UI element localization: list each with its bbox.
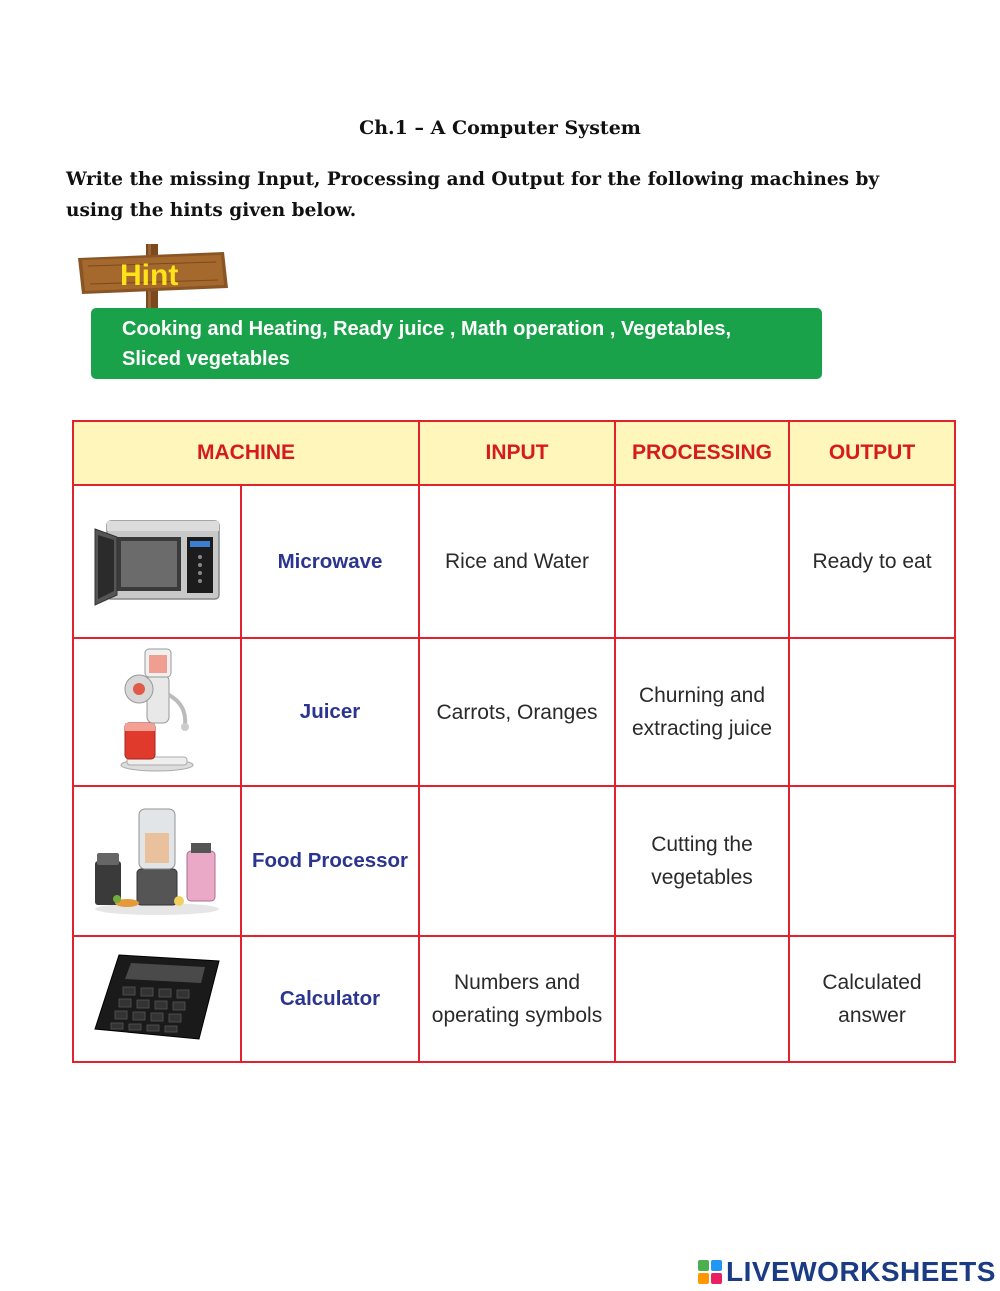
machine-image-cell bbox=[73, 936, 241, 1062]
machines-table bbox=[72, 420, 956, 1063]
hint-box bbox=[91, 308, 822, 379]
input-cell[interactable] bbox=[419, 936, 615, 1062]
output-text: Calculated answer bbox=[822, 971, 922, 1027]
processing-text: Churning and extracting juice bbox=[631, 684, 773, 740]
liveworksheets-logo[interactable] bbox=[698, 1256, 996, 1288]
input-cell[interactable]: Rice and Water bbox=[419, 485, 615, 638]
logo-block bbox=[711, 1260, 722, 1271]
header-output: OUTPUT bbox=[789, 421, 955, 485]
instruction-text: Write the missing Input, Processing and Output for the following machines by using the hints given below. bbox=[66, 169, 880, 221]
table-row bbox=[73, 936, 955, 1062]
table-header-row bbox=[73, 421, 955, 485]
hint-sign bbox=[76, 240, 231, 312]
header-input: INPUT bbox=[419, 421, 615, 485]
table-row bbox=[73, 638, 955, 786]
hint-label: Hint bbox=[120, 259, 179, 292]
machine-image-cell bbox=[73, 485, 241, 638]
table-row bbox=[73, 485, 955, 638]
machine-image-cell bbox=[73, 638, 241, 786]
logo-block bbox=[698, 1260, 709, 1271]
output-cell[interactable] bbox=[789, 936, 955, 1062]
output-cell[interactable] bbox=[789, 638, 955, 786]
input-cell[interactable]: Carrots, Oranges bbox=[419, 638, 615, 786]
processing-cell[interactable] bbox=[615, 638, 789, 786]
processing-cell[interactable] bbox=[615, 786, 789, 936]
logo-block bbox=[711, 1273, 722, 1284]
header-processing: PROCESSING bbox=[615, 421, 789, 485]
microwave-icon bbox=[87, 509, 227, 609]
table-row bbox=[73, 786, 955, 936]
logo-mark bbox=[698, 1260, 722, 1284]
logo-block bbox=[698, 1273, 709, 1284]
input-cell[interactable] bbox=[419, 786, 615, 936]
output-cell[interactable]: Ready to eat bbox=[789, 485, 955, 638]
food-processor-icon bbox=[87, 799, 227, 919]
juicer-icon bbox=[107, 645, 207, 775]
machine-image-cell bbox=[73, 786, 241, 936]
hint-text: Cooking and Heating, Ready juice , Math operation , Vegetables, Sliced vegetables bbox=[122, 318, 732, 370]
machine-name: Microwave bbox=[241, 485, 419, 638]
header-machine: MACHINE bbox=[73, 421, 419, 485]
processing-cell[interactable] bbox=[615, 936, 789, 1062]
machine-name: Juicer bbox=[241, 638, 419, 786]
output-cell[interactable] bbox=[789, 786, 955, 936]
page-title: Ch.1 – A Computer System bbox=[359, 117, 641, 139]
logo-text: LIVEWORKSHEETS bbox=[726, 1256, 996, 1287]
machine-name: Food Processor bbox=[241, 786, 419, 936]
machine-name: Calculator bbox=[241, 936, 419, 1062]
input-text: Numbers and operating symbols bbox=[431, 971, 603, 1027]
calculator-icon bbox=[87, 947, 227, 1047]
processing-cell[interactable] bbox=[615, 485, 789, 638]
processing-text: Cutting the vegetables bbox=[651, 833, 753, 889]
